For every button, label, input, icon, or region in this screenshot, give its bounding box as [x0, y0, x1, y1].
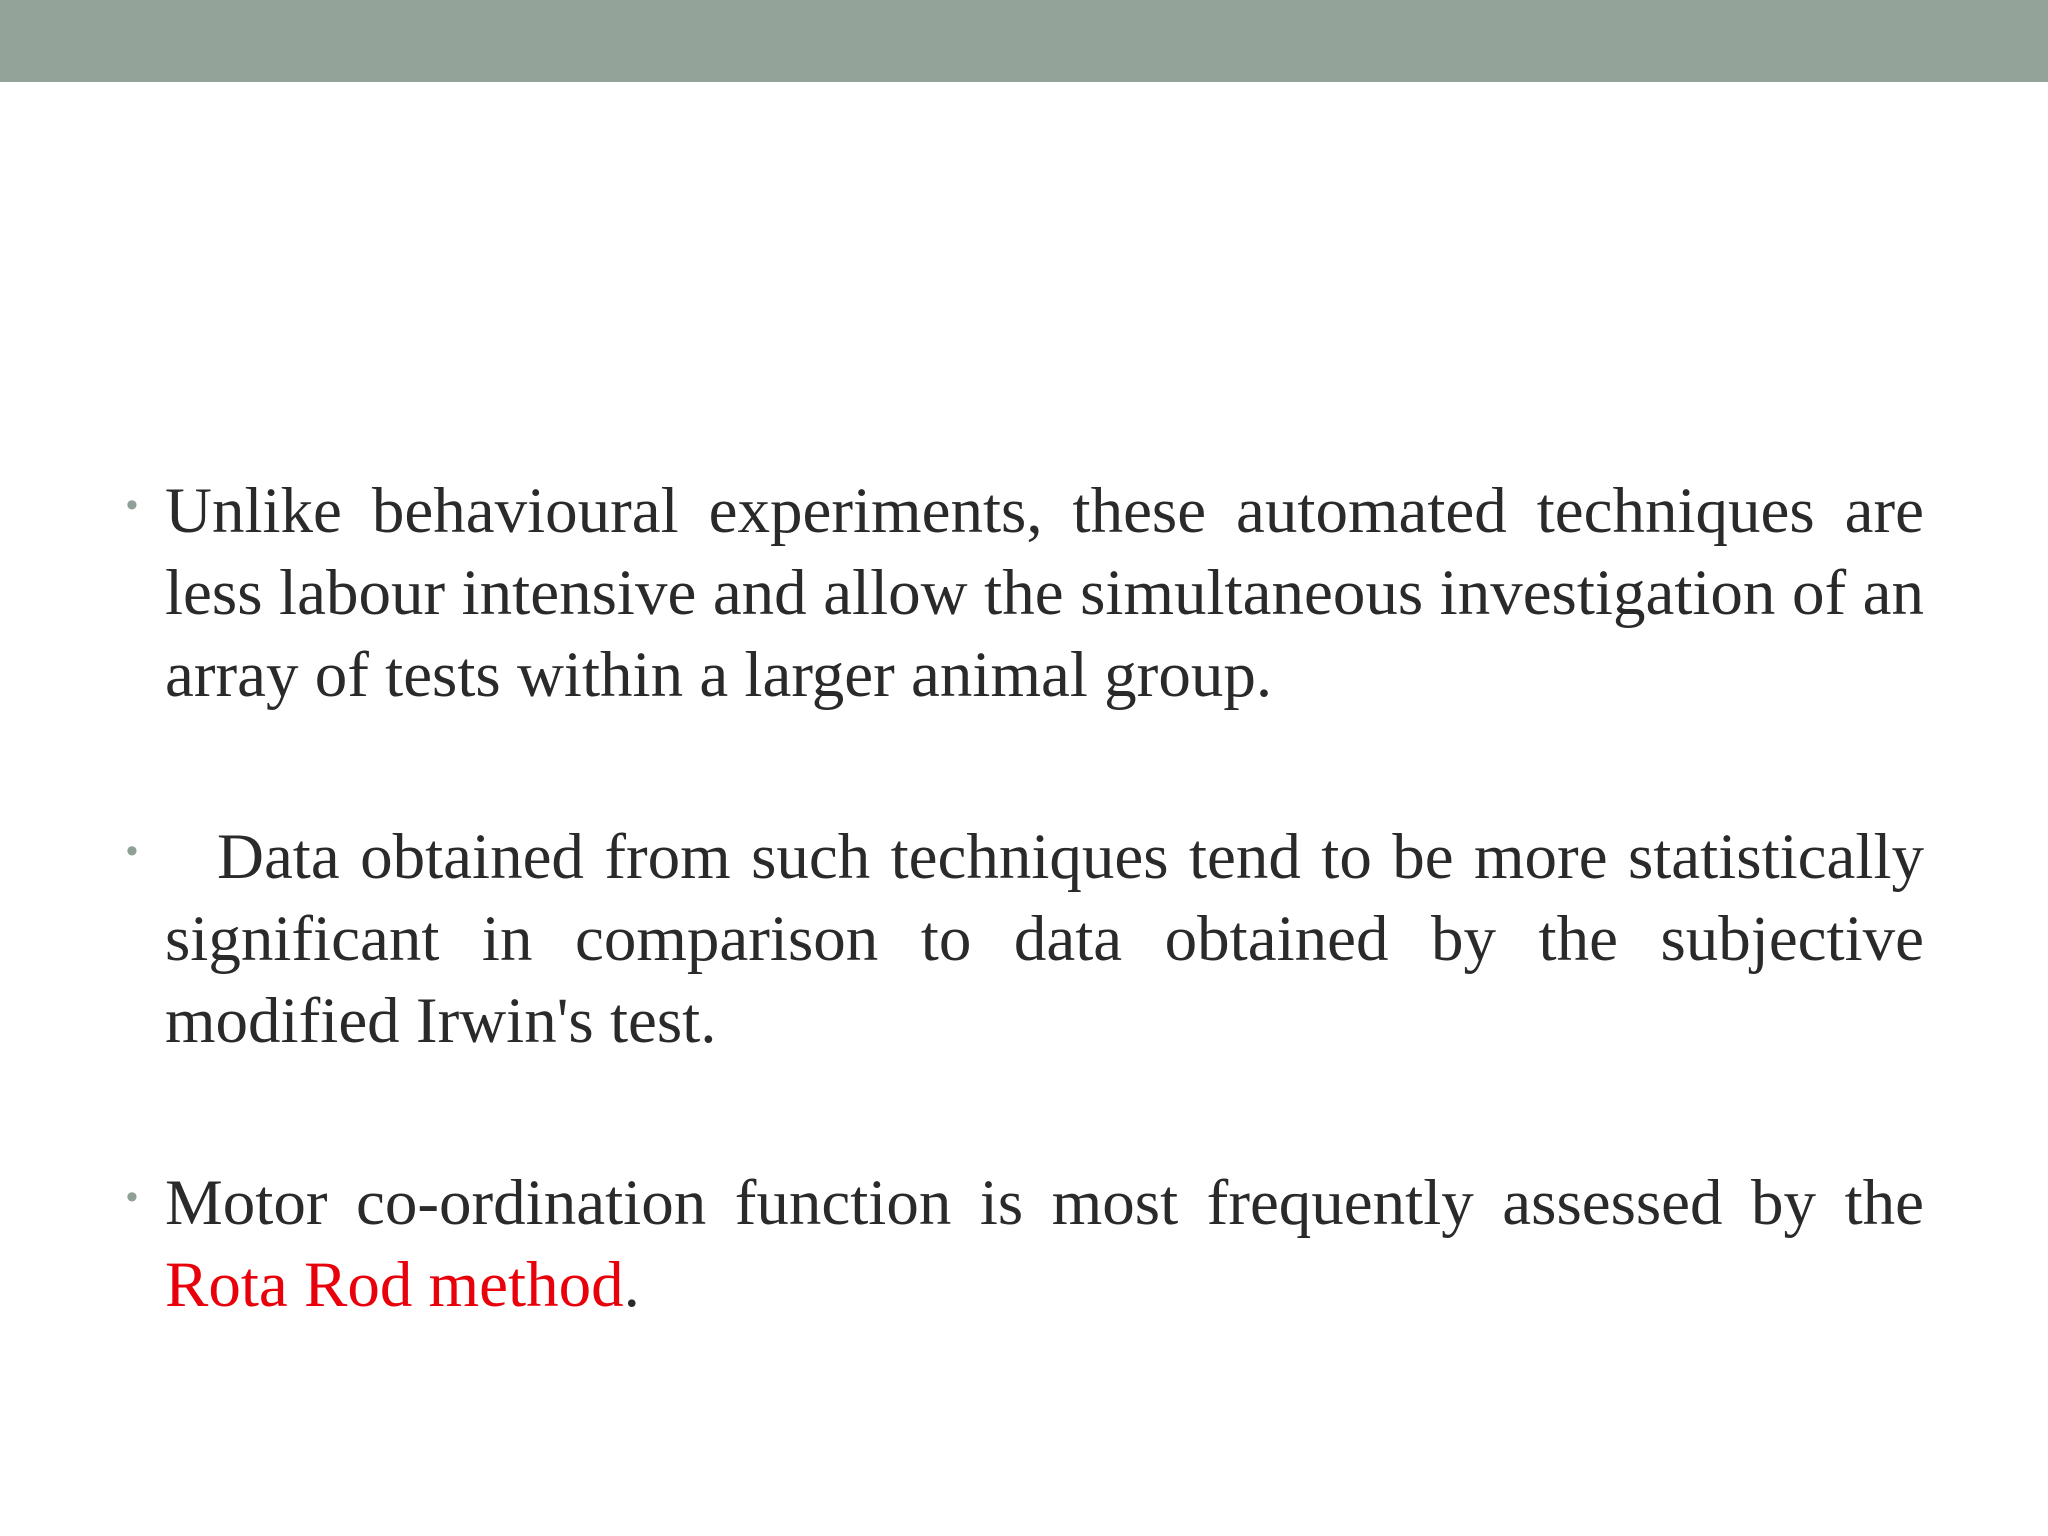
- bullet-item-motor-coordination: [124, 1162, 1924, 1326]
- bullet-text: Unlike behavioural experiments, these automated techniques are less labour intensive and allow the simultaneous investigation of an array of tests within a larger animal group.: [165, 475, 1924, 711]
- bullet-list: [124, 470, 1924, 1326]
- header-bar: [0, 0, 2048, 82]
- highlighted-term: Rota Rod method: [165, 1249, 624, 1321]
- bullet-icon: •: [126, 486, 138, 524]
- bullet-item-automated-techniques: [124, 470, 1924, 716]
- bullet-icon: •: [126, 832, 138, 870]
- bullet-text: Data obtained from such techniques tend to be more statistically significant in comparison to data obtained by the subjective modified Irwin's test.: [165, 821, 1924, 1057]
- bullet-item-data-significance: [124, 816, 1924, 1062]
- bullet-text: Motor co-ordination function is most frequently assessed by the: [165, 1167, 1924, 1239]
- bullet-text-end: .: [623, 1249, 640, 1321]
- bullet-icon: •: [126, 1178, 138, 1216]
